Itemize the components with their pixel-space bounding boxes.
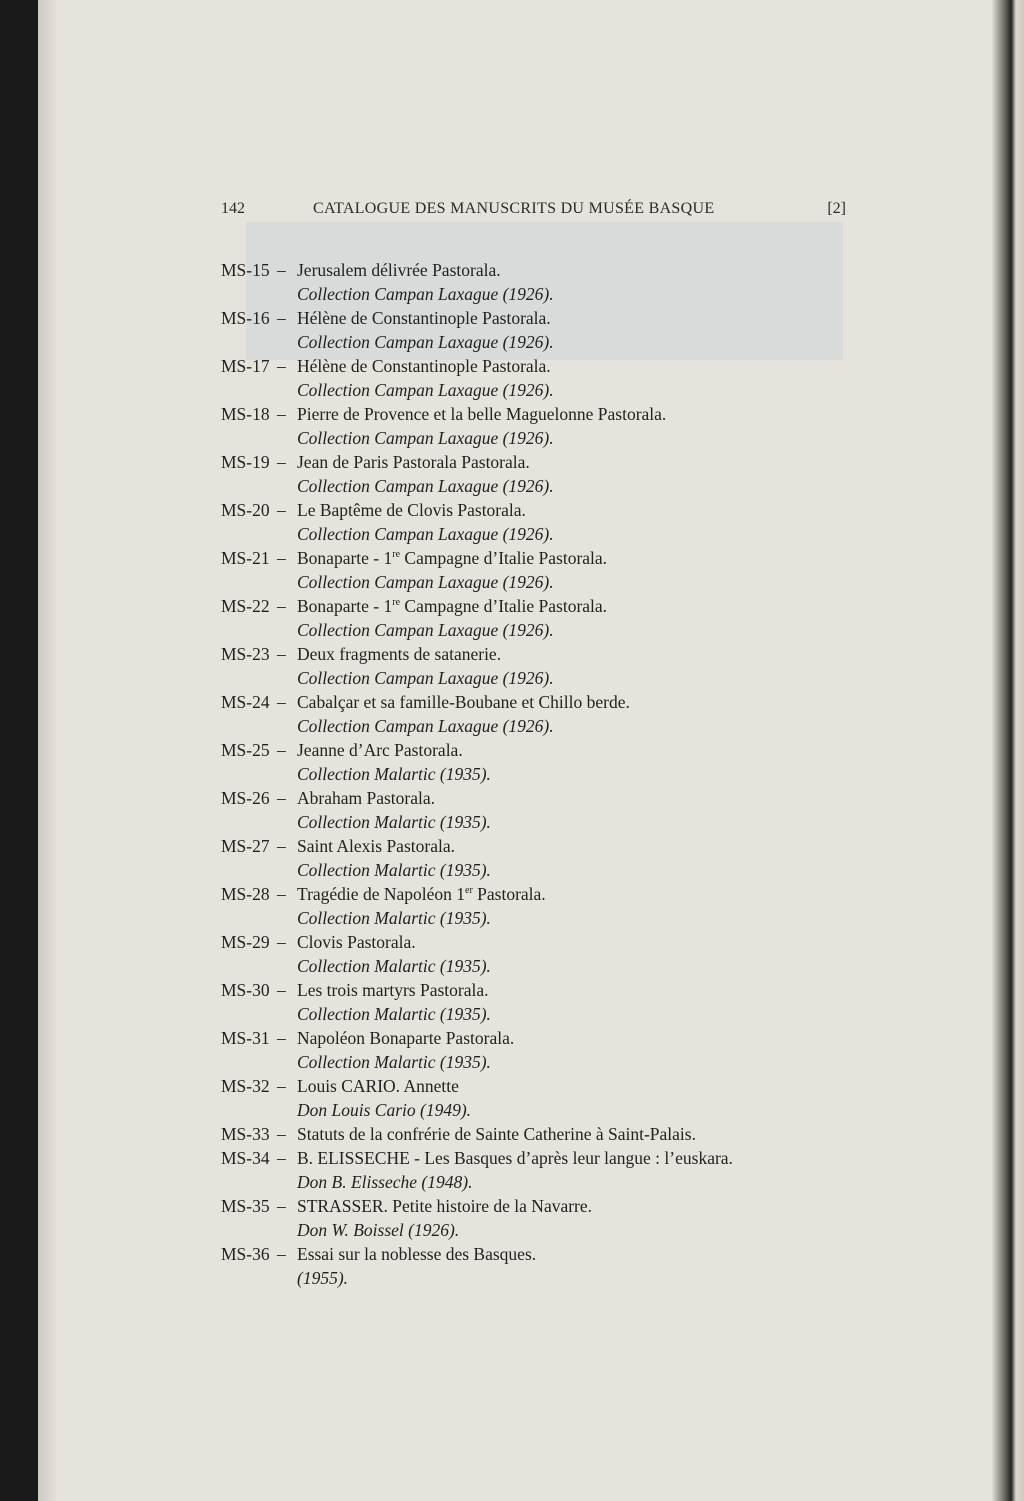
title-text: Louis CARIO. Annette	[297, 1076, 459, 1096]
separator-dash: –	[277, 884, 286, 904]
provenance-note: Collection Campan Laxague (1926).	[297, 428, 554, 448]
separator-dash: –	[277, 1148, 286, 1168]
manuscript-title	[297, 1146, 733, 1170]
title-text: Saint Alexis Pastorala.	[297, 836, 455, 856]
list-item	[221, 1026, 861, 1074]
provenance-note: Don Louis Cario (1949).	[297, 1100, 472, 1120]
manuscript-id: MS-17	[221, 356, 270, 376]
section-marker: [2]	[827, 200, 846, 217]
list-item	[221, 834, 861, 882]
list-item	[221, 1242, 861, 1290]
manuscript-title	[297, 1074, 459, 1098]
manuscript-title	[297, 402, 666, 426]
provenance-note: Collection Malartic (1935).	[297, 812, 491, 832]
title-text: Campagne d’Italie Pastorala.	[400, 548, 608, 568]
title-text: Pastorala.	[472, 884, 546, 904]
separator-dash: –	[277, 548, 286, 568]
manuscript-title	[297, 546, 607, 570]
manuscript-id: MS-21	[221, 548, 270, 568]
list-item	[221, 1146, 861, 1194]
title-text: Pierre de Provence et la belle Maguelonne Pastorala.	[297, 404, 667, 424]
title-text: Le Baptême de Clovis Pastorala.	[297, 500, 526, 520]
separator-dash: –	[277, 836, 286, 856]
manuscript-title	[297, 978, 488, 1002]
manuscript-title	[297, 306, 551, 330]
list-item	[221, 258, 861, 306]
provenance-note: Collection Malartic (1935).	[297, 1052, 491, 1072]
title-text: Deux fragments de satanerie.	[297, 644, 502, 664]
manuscript-title	[297, 1242, 536, 1266]
title-text: Bonaparte - 1	[297, 548, 393, 568]
manuscript-title	[297, 354, 551, 378]
facing-page-edge	[992, 0, 1024, 1501]
separator-dash: –	[277, 788, 286, 808]
provenance-note: Collection Malartic (1935).	[297, 860, 491, 880]
provenance-note: Don W. Boissel (1926).	[297, 1220, 460, 1240]
list-item	[221, 882, 861, 930]
list-item	[221, 546, 861, 594]
separator-dash: –	[277, 1196, 286, 1216]
title-text: Statuts de la confrérie de Sainte Catherine à Saint-Palais.	[297, 1124, 696, 1144]
separator-dash: –	[277, 404, 286, 424]
manuscript-list	[221, 258, 861, 1290]
manuscript-title	[297, 690, 630, 714]
manuscript-id: MS-22	[221, 596, 270, 616]
running-title: CATALOGUE DES MANUSCRITS DU MUSÉE BASQUE	[313, 200, 715, 217]
provenance-note: Collection Campan Laxague (1926).	[297, 716, 554, 736]
manuscript-id: MS-32	[221, 1076, 270, 1096]
title-text: Essai sur la noblesse des Basques.	[297, 1244, 537, 1264]
list-item	[221, 594, 861, 642]
separator-dash: –	[277, 260, 286, 280]
manuscript-title	[297, 738, 463, 762]
separator-dash: –	[277, 596, 286, 616]
manuscript-id: MS-18	[221, 404, 270, 424]
separator-dash: –	[277, 1124, 286, 1144]
provenance-note: Collection Campan Laxague (1926).	[297, 668, 554, 688]
manuscript-title	[297, 1122, 696, 1146]
separator-dash: –	[277, 740, 286, 760]
separator-dash: –	[277, 1244, 286, 1264]
provenance-note: Collection Campan Laxague (1926).	[297, 284, 554, 304]
manuscript-id: MS-30	[221, 980, 270, 1000]
list-item	[221, 354, 861, 402]
provenance-note: Collection Malartic (1935).	[297, 1004, 491, 1024]
separator-dash: –	[277, 452, 286, 472]
list-item	[221, 786, 861, 834]
manuscript-title	[297, 930, 416, 954]
manuscript-id: MS-29	[221, 932, 270, 952]
manuscript-id: MS-35	[221, 1196, 270, 1216]
ordinal-superscript: er	[465, 885, 473, 896]
manuscript-id: MS-27	[221, 836, 270, 856]
list-item	[221, 738, 861, 786]
manuscript-id: MS-16	[221, 308, 270, 328]
provenance-note: Don B. Elisseche (1948).	[297, 1172, 473, 1192]
manuscript-title	[297, 258, 501, 282]
title-text: Jean de Paris Pastorala Pastorala.	[297, 452, 530, 472]
page-binding-edge	[38, 0, 58, 1501]
separator-dash: –	[277, 932, 286, 952]
list-item	[221, 1074, 861, 1122]
provenance-note: Collection Campan Laxague (1926).	[297, 332, 554, 352]
manuscript-id: MS-34	[221, 1148, 270, 1168]
provenance-note: Collection Campan Laxague (1926).	[297, 572, 554, 592]
list-item	[221, 402, 861, 450]
separator-dash: –	[277, 980, 286, 1000]
title-text: Hélène de Constantinople Pastorala.	[297, 308, 551, 328]
title-text: Clovis Pastorala.	[297, 932, 416, 952]
manuscript-id: MS-20	[221, 500, 270, 520]
list-item	[221, 642, 861, 690]
title-text: Hélène de Constantinople Pastorala.	[297, 356, 551, 376]
title-text: Jeanne d’Arc Pastorala.	[297, 740, 463, 760]
provenance-note: Collection Campan Laxague (1926).	[297, 620, 554, 640]
manuscript-id: MS-23	[221, 644, 270, 664]
manuscript-id: MS-15	[221, 260, 270, 280]
manuscript-id: MS-31	[221, 1028, 270, 1048]
title-text: B. ELISSECHE - Les Basques d’après leur langue : l’euskara.	[297, 1148, 733, 1168]
list-item	[221, 690, 861, 738]
provenance-note: Collection Malartic (1935).	[297, 956, 491, 976]
manuscript-id: MS-26	[221, 788, 270, 808]
provenance-note: Collection Malartic (1935).	[297, 764, 491, 784]
manuscript-title	[297, 498, 526, 522]
provenance-note: Collection Campan Laxague (1926).	[297, 524, 554, 544]
title-text: Jerusalem délivrée Pastorala.	[297, 260, 501, 280]
separator-dash: –	[277, 500, 286, 520]
manuscript-title	[297, 642, 501, 666]
separator-dash: –	[277, 644, 286, 664]
separator-dash: –	[277, 356, 286, 376]
separator-dash: –	[277, 308, 286, 328]
title-text: Abraham Pastorala.	[297, 788, 436, 808]
page-number: 142	[221, 200, 245, 217]
manuscript-id: MS-19	[221, 452, 270, 472]
list-item	[221, 930, 861, 978]
provenance-note: (1955).	[297, 1268, 349, 1288]
manuscript-title	[297, 594, 607, 618]
title-text: Tragédie de Napoléon 1	[297, 884, 465, 904]
title-text: Campagne d’Italie Pastorala.	[400, 596, 608, 616]
list-item	[221, 498, 861, 546]
manuscript-title	[297, 786, 435, 810]
manuscript-id: MS-36	[221, 1244, 270, 1264]
provenance-note: Collection Campan Laxague (1926).	[297, 476, 554, 496]
separator-dash: –	[277, 692, 286, 712]
separator-dash: –	[277, 1028, 286, 1048]
list-item	[221, 450, 861, 498]
title-text: Bonaparte - 1	[297, 596, 393, 616]
manuscript-title	[297, 1026, 514, 1050]
manuscript-title	[297, 882, 546, 906]
ordinal-superscript: re	[392, 597, 401, 608]
list-item	[221, 306, 861, 354]
manuscript-id: MS-24	[221, 692, 270, 712]
list-item	[221, 1194, 861, 1242]
list-item	[221, 1122, 861, 1146]
manuscript-title	[297, 1194, 592, 1218]
title-text: Les trois martyrs Pastorala.	[297, 980, 489, 1000]
ordinal-superscript: re	[392, 549, 401, 560]
provenance-note: Collection Campan Laxague (1926).	[297, 380, 554, 400]
manuscript-id: MS-28	[221, 884, 270, 904]
manuscript-id: MS-33	[221, 1124, 270, 1144]
manuscript-title	[297, 834, 455, 858]
title-text: STRASSER. Petite histoire de la Navarre.	[297, 1196, 593, 1216]
list-item	[221, 978, 861, 1026]
title-text: Napoléon Bonaparte Pastorala.	[297, 1028, 515, 1048]
manuscript-title	[297, 450, 530, 474]
manuscript-id: MS-25	[221, 740, 270, 760]
separator-dash: –	[277, 1076, 286, 1096]
title-text: Cabalçar et sa famille-Boubane et Chillo berde.	[297, 692, 630, 712]
provenance-note: Collection Malartic (1935).	[297, 908, 491, 928]
running-header	[221, 200, 846, 222]
